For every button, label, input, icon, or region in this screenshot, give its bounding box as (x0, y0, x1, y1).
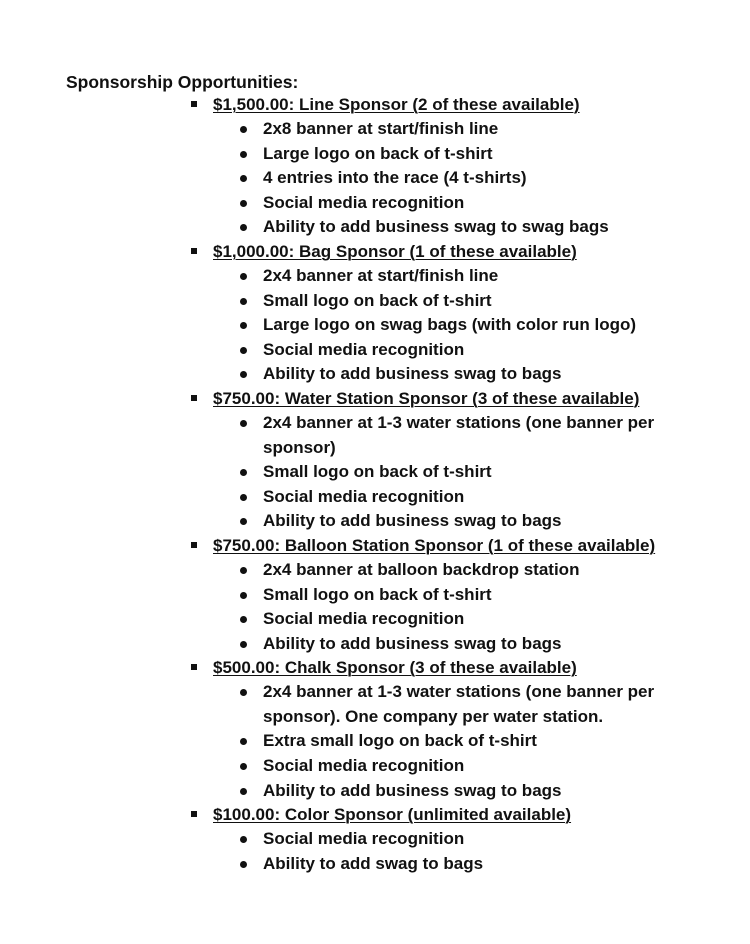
benefit-text: Ability to add business swag to bags (263, 364, 562, 384)
round-bullet-icon (240, 224, 247, 231)
round-bullet-icon (240, 788, 247, 795)
benefit-text: Large logo on swag bags (with color run logo) (263, 315, 637, 335)
sponsor-tier (188, 93, 728, 240)
round-bullet-icon (240, 592, 247, 599)
sponsor-tier (188, 240, 728, 387)
round-bullet-icon (240, 420, 247, 427)
benefit-item (188, 729, 728, 754)
benefit-item (188, 460, 728, 485)
benefit-text: Small logo on back of t-shirt (263, 290, 492, 310)
round-bullet-icon (240, 689, 247, 696)
round-bullet-icon (240, 200, 247, 207)
benefit-text: Large logo on back of t-shirt (263, 143, 493, 163)
benefit-item (188, 509, 728, 534)
tier-title: $1,500.00: Line Sponsor (2 of these available) (213, 95, 580, 114)
round-bullet-icon (240, 836, 247, 843)
benefit-item (188, 313, 728, 338)
round-bullet-icon (240, 494, 247, 501)
round-bullet-icon (240, 126, 247, 133)
benefit-text: Social media recognition (263, 339, 465, 359)
round-bullet-icon (240, 322, 247, 329)
benefit-text: 2x8 banner at start/finish line (263, 119, 499, 138)
round-bullet-icon (240, 763, 247, 770)
square-bullet-icon (191, 101, 197, 107)
square-bullet-icon (191, 811, 197, 817)
benefit-text: Ability to add business swag to bags (263, 633, 562, 653)
benefit-item (188, 411, 728, 460)
benefit-item (188, 215, 728, 240)
benefit-text: Social media recognition (263, 486, 465, 506)
tier-title: $1,000.00: Bag Sponsor (1 of these available) (213, 241, 577, 261)
benefit-text: Social media recognition (263, 756, 465, 776)
benefit-item (188, 191, 728, 216)
round-bullet-icon (240, 151, 247, 158)
round-bullet-icon (240, 616, 247, 623)
benefit-text: 4 entries into the race (4 t-shirts) (263, 168, 527, 188)
sponsor-tier (188, 656, 728, 803)
benefit-item (188, 680, 728, 729)
sponsor-tier (188, 534, 728, 656)
square-bullet-icon (191, 542, 197, 548)
benefit-text: Ability to add business swag to bags (263, 511, 562, 531)
sponsor-tier (188, 387, 728, 534)
square-bullet-icon (191, 395, 197, 401)
benefit-text: Ability to add swag to bags (263, 853, 484, 873)
benefit-item (188, 338, 728, 363)
tier-benefits-list (188, 558, 728, 656)
benefit-text: 2x4 banner at 1-3 water stations (one banner per sponsor). One company per water station. (263, 682, 655, 726)
benefit-text: Social media recognition (263, 192, 465, 212)
benefit-text: Extra small logo on back of t-shirt (263, 731, 537, 751)
benefit-text: Ability to add business swag to bags (263, 780, 562, 800)
round-bullet-icon (240, 175, 247, 182)
benefit-text: 2x4 banner at balloon backdrop station (263, 559, 580, 579)
benefit-item (188, 485, 728, 510)
benefit-text: 2x4 banner at 1-3 water stations (one banner per sponsor) (263, 412, 655, 457)
tier-benefits-list (188, 411, 728, 534)
benefit-item (188, 852, 728, 877)
tier-title: $750.00: Balloon Station Sponsor (1 of these available) (213, 535, 656, 555)
benefit-item (188, 289, 728, 314)
benefit-item (188, 583, 728, 608)
sponsorship-tier-list (188, 93, 728, 876)
tier-benefits-list (188, 827, 728, 876)
round-bullet-icon (240, 567, 247, 574)
benefit-item (188, 362, 728, 387)
benefit-item (188, 166, 728, 191)
benefit-text: 2x4 banner at start/finish line (263, 265, 499, 285)
tier-title: $750.00: Water Station Sponsor (3 of these available) (213, 388, 640, 408)
benefit-text: Small logo on back of t-shirt (263, 584, 492, 604)
tier-benefits-list (188, 117, 728, 240)
benefit-text: Ability to add business swag to swag bags (263, 217, 609, 237)
round-bullet-icon (240, 371, 247, 378)
round-bullet-icon (240, 641, 247, 648)
benefit-item (188, 117, 728, 142)
benefit-item (188, 754, 728, 779)
tier-title: $100.00: Color Sponsor (unlimited available) (213, 805, 572, 825)
benefit-item (188, 607, 728, 632)
tier-title: $500.00: Chalk Sponsor (3 of these available) (213, 658, 577, 678)
square-bullet-icon (191, 664, 197, 670)
benefit-item (188, 142, 728, 167)
sponsor-tier (188, 803, 728, 876)
round-bullet-icon (240, 518, 247, 525)
benefit-item (188, 632, 728, 657)
benefit-text: Social media recognition (263, 609, 465, 629)
benefit-item (188, 827, 728, 852)
round-bullet-icon (240, 861, 247, 868)
tier-benefits-list (188, 680, 728, 803)
round-bullet-icon (240, 298, 247, 305)
tier-benefits-list (188, 264, 728, 387)
round-bullet-icon (240, 273, 247, 280)
round-bullet-icon (240, 347, 247, 354)
benefit-item (188, 779, 728, 804)
round-bullet-icon (240, 469, 247, 476)
benefit-item (188, 558, 728, 583)
round-bullet-icon (240, 738, 247, 745)
benefit-item (188, 264, 728, 289)
square-bullet-icon (191, 248, 197, 254)
benefit-text: Social media recognition (263, 829, 465, 849)
benefit-text: Small logo on back of t-shirt (263, 462, 492, 482)
page-heading: Sponsorship Opportunities: (66, 72, 299, 92)
